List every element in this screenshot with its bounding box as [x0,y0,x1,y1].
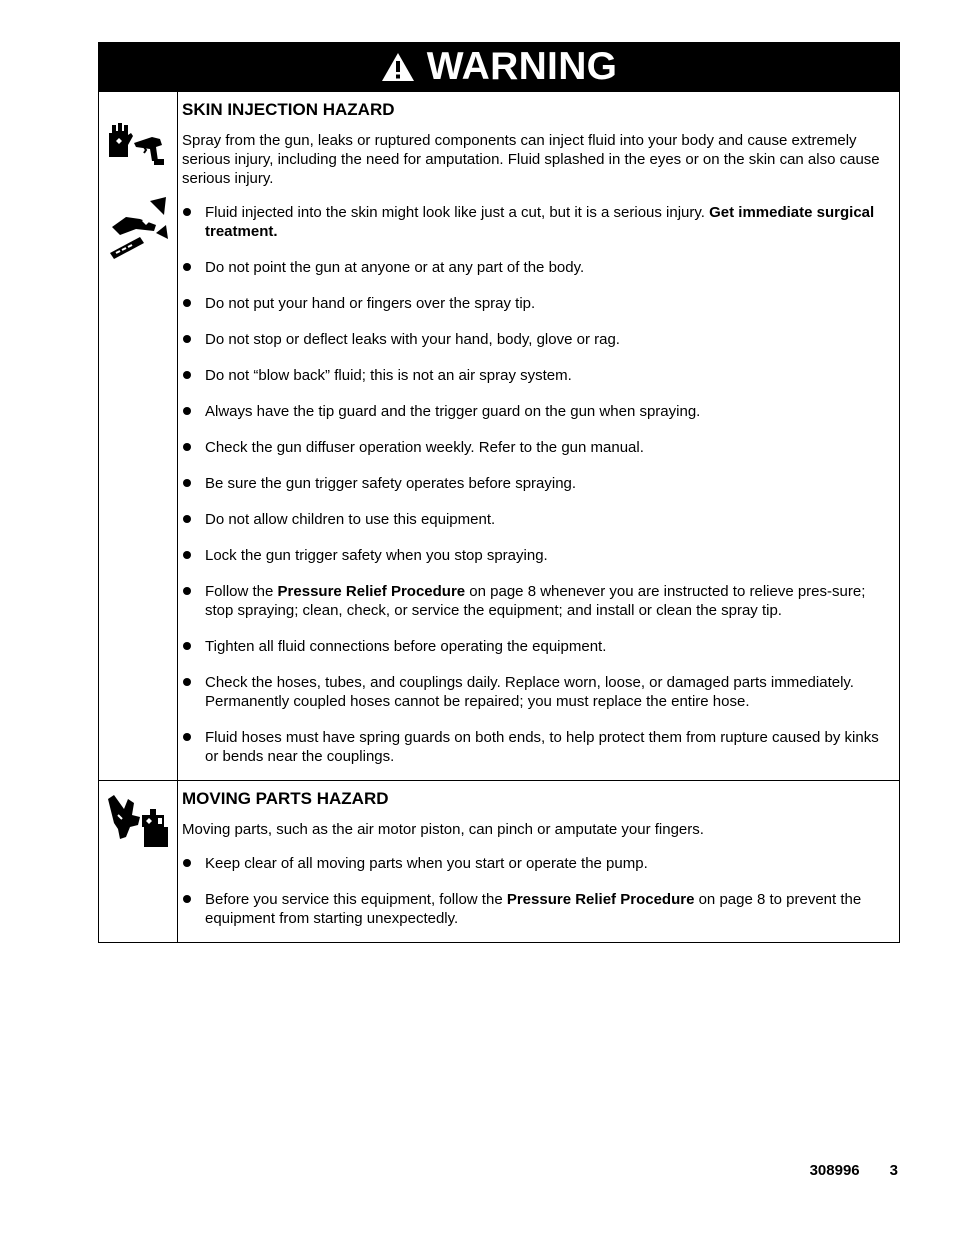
doc-number: 308996 [809,1162,860,1179]
list-item: Fluid injected into the skin might look like just a cut, but it is a serious injury. Get immediate surgical treatment. [182,203,891,241]
skin-injection-title: SKIN INJECTION HAZARD [182,100,395,119]
skin-injection-intro: Spray from the gun, leaks or ruptured components can inject fluid into your body and cause extremely serious injury, including the need for amputation. Fluid splashed in the eyes or on the skin can also cause serious injury. [182,132,880,187]
warning-title: WARNING [426,45,618,88]
list-item: Be sure the gun trigger safety operates before spraying. [182,474,891,493]
skin-injection-bullet-list [182,203,891,766]
hand-spray-gun-icon [106,121,172,173]
list-item: Do not “blow back” fluid; this is not an air spray system. [182,366,891,385]
moving-parts-title: MOVING PARTS HAZARD [182,789,389,808]
list-item: Do not point the gun at anyone or at any part of the body. [182,258,891,277]
list-item: Before you service this equipment, follow the Pressure Relief Procedure on page 8 to prevent the equipment from starting unexpectedly. [182,890,891,928]
list-item: Keep clear of all moving parts when you start or operate the pump. [182,854,891,873]
list-item: Check the gun diffuser operation weekly. Refer to the gun manual. [182,438,891,457]
warning-header [99,43,899,91]
moving-parts-intro: Moving parts, such as the air motor piston, can pinch or amputate your fingers. [182,821,704,838]
moving-parts-text [178,781,899,942]
list-item: Follow the Pressure Relief Procedure on page 8 whenever you are instructed to relieve pres-sure; stop spraying; clean, check, or service the equipment; and install or clean the spray tip. [182,582,891,620]
moving-parts-pinch-icon [106,793,170,851]
page-number: 3 [889,1162,898,1179]
skin-injection-text [178,92,899,780]
page-footer [810,1162,898,1179]
list-item: Tighten all fluid connections before operating the equipment. [182,637,891,656]
warning-box [98,42,900,943]
moving-parts-icon-column [99,781,178,942]
moving-parts-bullet-list [182,854,891,928]
list-item: Check the hoses, tubes, and couplings daily. Replace worn, loose, or damaged parts immediately. Permanently coupled hoses cannot be repaired; you must replace the entire hose. [182,673,891,711]
list-item: Always have the tip guard and the trigger guard on the gun when spraying. [182,402,891,421]
list-item: Lock the gun trigger safety when you stop spraying. [182,546,891,565]
list-item: Do not put your hand or fingers over the spray tip. [182,294,891,313]
list-item: Do not stop or deflect leaks with your hand, body, glove or rag. [182,330,891,349]
warning-triangle-icon [381,52,415,82]
skin-injection-icon-column [99,92,178,780]
skin-injection-icon [106,195,172,261]
list-item: Fluid hoses must have spring guards on both ends, to help protect them from rupture caused by kinks or bends near the couplings. [182,728,891,766]
list-item: Do not allow children to use this equipment. [182,510,891,529]
moving-parts-section [99,780,899,942]
skin-injection-section [99,91,899,780]
